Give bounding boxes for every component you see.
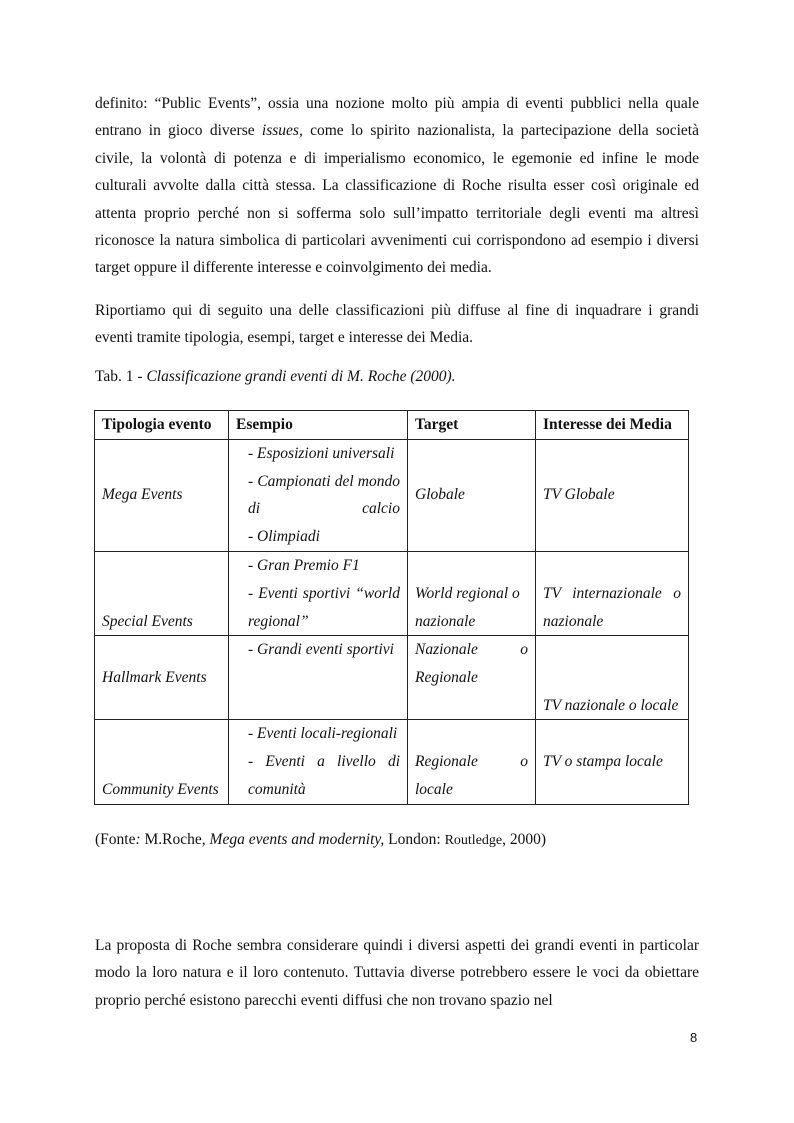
header-tipologia: Tipologia evento xyxy=(95,411,229,440)
header-esempio: Esempio xyxy=(229,411,408,440)
cell-target: Nazionale o Regionale xyxy=(408,636,536,720)
paragraph-intro-table: Riportiamo qui di seguito una delle classificazioni più diffuse al fine di inquadrare i grandi eventi tramite tipologia, esempi, target e interesse dei Media. xyxy=(95,302,699,347)
table-row xyxy=(95,720,689,804)
caption-title: Classificazione grandi eventi di M. Roche (2000). xyxy=(146,368,456,385)
cell-tipologia: Special Events xyxy=(95,551,229,635)
table-row xyxy=(95,636,689,720)
esempio-item: - Olimpiadi xyxy=(248,528,320,546)
cell-target: Globale xyxy=(408,439,536,551)
table-caption xyxy=(95,368,456,386)
table-row xyxy=(95,551,689,635)
header-media: Interesse dei Media xyxy=(536,411,689,440)
cell-tipologia: Community Events xyxy=(95,720,229,804)
cell-tipologia: Hallmark Events xyxy=(95,636,229,720)
cell-media: TV o stampa locale xyxy=(536,720,689,804)
page-number: 8 xyxy=(690,1030,698,1045)
table-header-row xyxy=(95,411,689,440)
paragraph-text: definito: “Public Events”, ossia una nozione molto più ampia di eventi pubblici nella quale entrano in gioco diverse xyxy=(95,95,699,140)
caption-prefix: Tab. 1 - xyxy=(95,368,147,385)
source-publisher: Routledge xyxy=(444,833,503,848)
cell-target: World regional o nazionale xyxy=(408,551,536,635)
issues-term: issues, xyxy=(261,122,303,140)
esempio-item: - Campionati del mondo di calcio xyxy=(248,472,400,518)
source-open: (Fonte xyxy=(95,831,136,848)
source-comma: , xyxy=(201,831,210,848)
esempio-item: - Eventi a livello di comunità xyxy=(248,753,400,798)
source-city: London: xyxy=(384,831,445,848)
source-year: , 2000) xyxy=(502,831,547,848)
esempio-item: - Esposizioni universali xyxy=(248,444,395,462)
source-book: Mega events and modernity, xyxy=(209,831,385,848)
esempio-item: - Eventi sportivi “world regional” xyxy=(248,584,400,630)
cell-esempio xyxy=(229,720,408,804)
esempio-item: - Gran Premio F1 xyxy=(248,556,360,574)
paragraph-proposal: La proposta di Roche sembra considerare quindi i diversi aspetti dei grandi eventi in particolar modo la loro natura e il loro contenuto. Tuttavia diverse potrebbero essere le voci da obiettare proprio perché esistono parecchi eventi diffusi che non trovano spazio nel xyxy=(95,937,699,1009)
cell-media: TV internazionale o nazionale xyxy=(536,551,689,635)
cell-esempio xyxy=(229,551,408,635)
paragraph-public-events xyxy=(95,90,699,282)
table-source xyxy=(95,831,546,849)
table-row xyxy=(95,439,689,551)
cell-media: TV nazionale o locale xyxy=(536,636,689,720)
esempio-item: - Eventi locali-regionali xyxy=(248,725,398,743)
cell-tipologia: Mega Events xyxy=(95,439,229,551)
source-author: M.Roche xyxy=(140,831,202,848)
cell-esempio: - Grandi eventi sportivi xyxy=(229,636,408,720)
cell-target: Regionale o locale xyxy=(408,720,536,804)
header-target: Target xyxy=(408,411,536,440)
classification-table xyxy=(94,410,689,805)
cell-media: TV Globale xyxy=(536,439,689,551)
cell-esempio xyxy=(229,439,408,551)
paragraph-text: come lo spirito nazionalista, la partecipazione della società civile, la volontà di potenza e di imperialismo economico, le egemonie ed infine le mode culturali avvolte dalla città stessa. La classificazione di Roche risulta esser così originale ed attenta proprio perché non si sofferma solo sull’impatto territoriale degli eventi ma altresì riconosce la natura simbolica di particolari avvenimenti cui corrispondono ad esempio i diversi target oppure il differente interesse e coinvolgimento dei media. xyxy=(95,122,699,277)
source-colon: : xyxy=(135,831,141,848)
